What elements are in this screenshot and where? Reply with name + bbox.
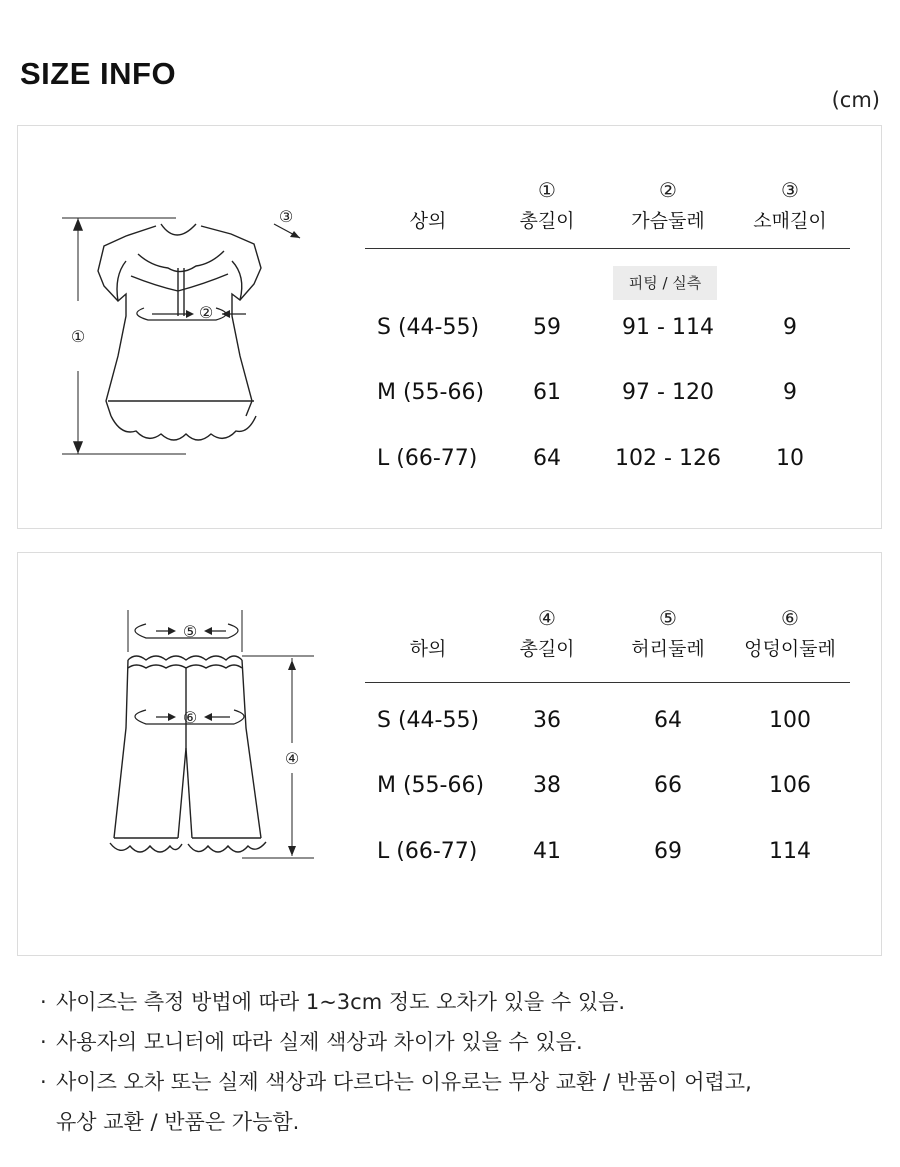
length-cell: 38 [533,773,561,798]
bottom-header-rule [365,682,850,683]
top-size-table [365,178,850,471]
bullet: · [40,1070,47,1094]
table-row [365,837,850,867]
note-item [40,1022,880,1062]
fit-badge: 피팅 / 실측 [613,266,717,300]
bottom-header-category: 하의 [409,638,447,660]
chest-cell: 97 - 120 [622,380,714,405]
table-row [365,771,850,801]
note-text: 사용자의 모니터에 따라 실제 색상과 차이가 있을 수 있음. [56,1030,583,1054]
top-header-row [365,178,850,248]
top-header-rule [365,248,850,249]
blouse-drawing [56,206,296,466]
note-continuation: 유상 교환 / 반품은 가능함. [56,1110,300,1134]
sleeve-cell: 9 [783,315,797,340]
top-header-length: ① 총길이 [519,178,575,232]
marker-6: ⑥ [182,708,198,727]
hip-cell: 114 [769,839,811,864]
note-text: 사이즈는 측정 방법에 따라 1~3cm 정도 오차가 있을 수 있음. [56,990,626,1014]
bottom-header-length: ④ 총길이 [519,606,575,660]
sleeve-cell: 9 [783,380,797,405]
hip-cell: 100 [769,708,811,733]
length-cell: 64 [533,446,561,471]
bottom-header-hip: ⑥ 엉덩이둘레 [744,606,836,660]
size-cell: S (44-55) [377,708,480,733]
marker-2: ② [198,303,214,322]
top-size-panel [17,125,882,529]
length-cell: 59 [533,315,561,340]
bullet: · [40,1030,47,1054]
waist-cell: 64 [654,708,682,733]
waist-cell: 66 [654,773,682,798]
bottom-header-row [365,606,850,676]
waist-cell: 69 [654,839,682,864]
blouse-illustration [56,206,296,466]
hip-cell: 106 [769,773,811,798]
size-cell: L (66-77) [377,446,478,471]
size-cell: M (55-66) [377,380,485,405]
length-cell: 61 [533,380,561,405]
note-text: 사이즈 오차 또는 실제 색상과 다르다는 이유로는 무상 교환 / 반품이 어렵고, [56,1070,752,1094]
table-row [365,313,850,343]
note-item [40,982,880,1022]
table-row [365,444,850,474]
marker-3: ③ [278,207,294,226]
sleeve-cell: 10 [776,446,804,471]
pants-drawing [106,608,336,868]
length-cell: 36 [533,708,561,733]
bottom-size-panel [17,552,882,956]
marker-5: ⑤ [182,622,198,641]
length-cell: 41 [533,839,561,864]
top-header-sleeve: ③ 소매길이 [753,178,827,232]
top-header-chest: ② 가슴둘레 [631,178,705,232]
marker-4: ④ [284,749,300,768]
unit-label: (cm) [831,88,880,112]
table-row [365,378,850,408]
marker-1: ① [70,327,86,346]
note-item [40,1062,880,1102]
size-cell: L (66-77) [377,839,478,864]
page-title: SIZE INFO [20,56,177,91]
bullet: · [40,990,47,1014]
chest-cell: 91 - 114 [622,315,714,340]
bottom-size-table [365,606,850,864]
chest-cell: 102 - 126 [615,446,721,471]
size-cell: S (44-55) [377,315,480,340]
notes-list [40,982,880,1142]
size-cell: M (55-66) [377,773,485,798]
bottom-header-waist: ⑤ 허리둘레 [631,606,705,660]
table-row [365,706,850,736]
top-header-category: 상의 [409,210,447,232]
pants-illustration [106,608,336,868]
